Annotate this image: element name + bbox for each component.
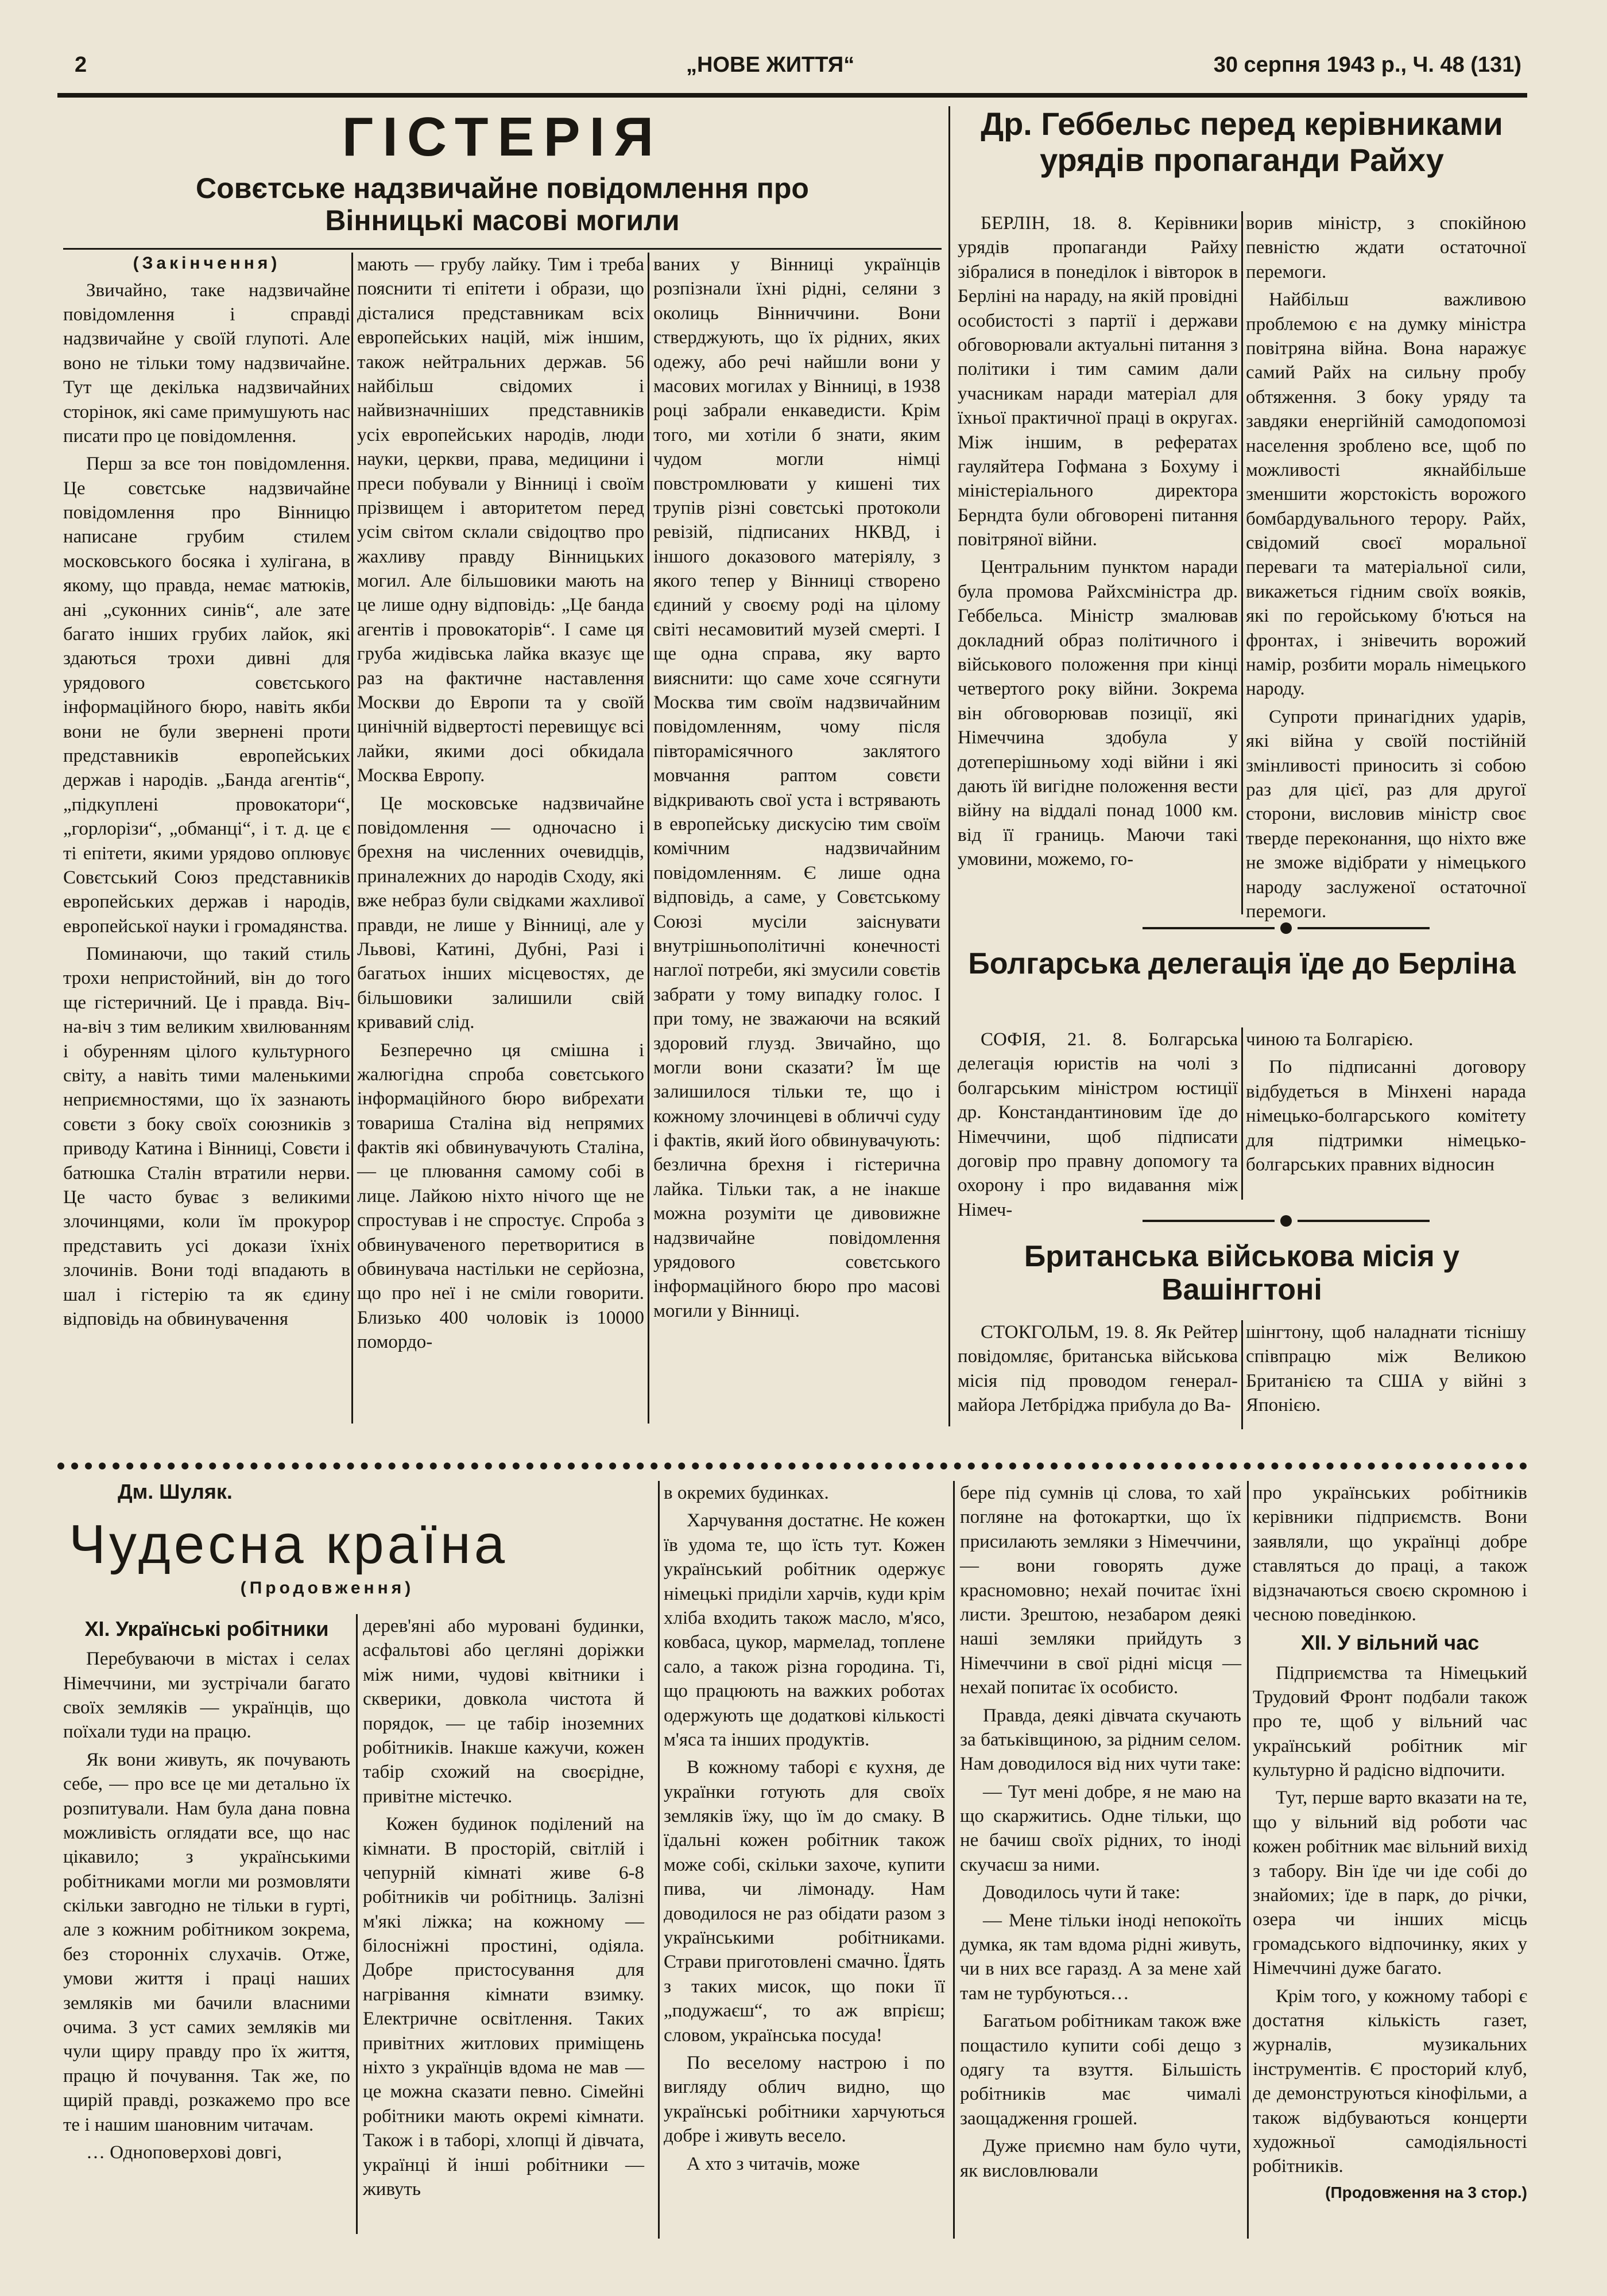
paragraph: Як вони живуть, як почувають себе, — про все це ми детально їх розпитували. Нам була дана повна можливість оглядати все, що нас цікавило; з українськими робітниками могли ми розмовляти скільки завгодно не тільки в гурті, але з кожним робітником зокрема, без сторонніх слухачів. Отже, умови життя і праці наших земляків ми бачили власними очима. З уст самих земляків ми чули щиру правду про їх життя, працю й почування. Так же, по щирій правді, розкажемо про все те і нашим шановним читачам.	[63, 1749, 350, 2135]
britain-column-1	[958, 1320, 1238, 1421]
paragraph: По підписанні договору відбудеться в Мінхені нарада німецько-болгарського комітету для підтримки німецько-болгарських правних відносин	[1246, 1057, 1526, 1175]
paragraph: Підприємства та Німецький Трудовий Фронт подбали також про те, щоб у вільний час український робітник міг культурно й радісно відпочити.	[1253, 1662, 1527, 1781]
goebbels-column-2	[1246, 211, 1526, 927]
column-divider	[356, 1614, 358, 2234]
paragraph: Багатьом робітникам також вже пощастило купити собі дещо з одягу та взуття. Більшість робітників має чималі заощадження грошей.	[960, 2011, 1241, 2129]
hysteria-column-1	[63, 253, 350, 1335]
paragraph: Перебуваючи в містах і селах Німеччини, ми зустрічали багато своїх земляків — українців, що поїхали туди на працю.	[63, 1649, 350, 1743]
paragraph: дерев'яні або муровані будинки, асфальтові або цегляні доріжки між ними, чудові квітники і скверики, довкола чистота й порядок, — це табір іноземних робітників. Інакше кажучи, кожен табір схожий на своєрідне, привітне містечко.	[363, 1616, 644, 1807]
continued-label: (Продовження)	[240, 1578, 415, 1597]
paragraph: В кожному таборі є кухня, де українки готують для своїх земляків їжу, що їм до смаку. В їдальні кожен робітник також може собі, скільки захоче, купити пива, чи лімонаду. Нам доводилося не раз обідати разом з українськими робітниками. Страви приготовлені смачно. Їдять з таких мисок, що поки її „подужаєш“, то аж впрієш; словом, українська посуда!	[664, 1757, 945, 2046]
paragraph: про українських робітників керівники підприємств. Вони заявляли, що українці добре ставляться до праці, а також відзначаються своєю скромною і чесною поведінкою.	[1253, 1483, 1527, 1625]
britain-column-2	[1246, 1320, 1526, 1421]
britain-title: Британська військова місія у Вашінгтоні	[1024, 1240, 1460, 1307]
continued-label: (Закінчення)	[133, 254, 281, 273]
paragraph: … Одноповерхові довгі,	[86, 2142, 282, 2163]
column-divider	[1247, 1481, 1249, 2239]
wonder-title: Чудесна країна	[69, 1514, 509, 1575]
hysteria-column-2	[357, 253, 644, 1358]
wonder-column-1	[63, 1614, 350, 2168]
column-divider	[1241, 211, 1243, 914]
paragraph: СТОКГОЛЬМ, 19. 8. Як Рейтер повідомляє, британська військова місія під проводом генерал-майора Летбріджа прибула до Ва-	[958, 1322, 1238, 1416]
issue-date: 30 серпня 1943 р., Ч. 48 (131)	[1213, 53, 1521, 77]
paragraph: А хто з читачів, може	[687, 2153, 860, 2174]
section-ornament	[1143, 921, 1430, 935]
goebbels-title: Др. Геббельс перед керівниками урядів пропаганди Райху	[981, 106, 1503, 178]
paragraph: Найбільш важливою проблемою є на думку міністра повітряна війна. Вона наражує самий Райх на сильну пробу обтяження. З боку уряду та завдяки енергійній самодопомозі населення зроблено все, щоб по можливості якнайбільше зменшити жорстокість ворожого бомбардувального терору. Райх, свідомий своєї моральної переваги та матеріальної сили, викажеться гідним своїх вояків, які по геройському б'ються на фронтах, і знівечить ворожий намір, розбити мораль німецького народу.	[1246, 289, 1526, 700]
page-number: 2	[75, 53, 87, 77]
wonder-column-3	[664, 1481, 945, 2179]
paragraph: По веселому настрою і по вигляду облич видно, що українські робітники харчуються добре і живуть весело.	[664, 2052, 945, 2147]
newspaper-name: „НОВЕ ЖИТТЯ“	[686, 53, 855, 77]
dotted-separator	[57, 1463, 1527, 1469]
bulgaria-column-2	[1246, 1027, 1526, 1180]
paragraph: в окремих будинках.	[664, 1483, 829, 1503]
column-divider	[648, 253, 649, 1424]
paragraph: мають — грубу лайку. Тим і треба пояснити ті епітети і образи, що дісталися представникам всіх европейських націй, між іншим, також нейтральних держав. 56 найбільш свідомих і найвизначніших представників усіх европейських народів, люди науки, церкви, права, медицини і преси побували у Вінниці і своїм прізвищем і авторитетом перед усім світом склали свідоцтво про жахливу правду Вінницьких могил. Але більшовики мають на це лише одну відповідь: „Це банда агентів і провокаторів“. І саме ця груба жидівська лайка вказує ще раз на фактичне наставлення Москви до Европи та у своїй цинічній відвертості перевищує всі лайки, якими досі обкидала Москва Европу.	[357, 254, 644, 786]
paragraph: Кожен будинок поділений на кімнати. В просторій, світлій і чепурній кімнаті живе 6-8 робітників чи робітниць. Залізні м'які ліжка; на кожному — білосніжні простині, одіяла. Добре пристосування для нагрівання кімнати взимку. Електричне освітлення. Таких привітних житлових приміщень ніхто з українців вдома не мав — це можна сказати певно. Сімейні робітники мають окремі кімнати. Також і в таборі, хлопці й дівчата, українці й інші робітники — живуть	[363, 1814, 644, 2200]
paragraph: СОФІЯ, 21. 8. Болгарська делегація юристів на чолі з болгарським міністром юстиції др. Констандантиновим їде до Німеччини, щоб підписати договір про правну допомогу та охорону і про видавання між Німеч-	[958, 1029, 1238, 1220]
hysteria-rule	[63, 248, 942, 250]
author: Дм. Шуляк.	[118, 1480, 233, 1503]
paragraph: Поминаючи, що такий стиль трохи непристойний, він до того ще гістеричний. Це і правда. Віч-на-віч з тим великим хвилюванням і обуренням цілого культурного світу, а навіть тими маленькими неприємностями, що їх зазнають совєти з боку своїх союзників з приводу Катина і Вінниці, Совєти і батюшка Сталін втратили нерви. Це часто буває з великими злочинцями, коли їм прокурор представить усі докази їхніх злочинів. Вони тоді впадають в шал і гістерію та як єдину відповідь на обвинувачення	[63, 944, 350, 1329]
paragraph: Супроти принагідних ударів, які війна у своїй постійній змінливості приносить зі собою раз для цієї, раз для другої сторони, висловив міністр своє тверде переконання, що ніхто вже не зможе відібрати у німецького народу заслуженої остаточної перемоги.	[1246, 706, 1526, 922]
bulgaria-column-1	[958, 1027, 1238, 1225]
column-divider	[1241, 1027, 1243, 1200]
paragraph: Тут, перше варто вказати на те, що у вільний від роботи час кожен робітник має вільний вихід з табору. Він їде чи іде собі до знайомих; їде в парк, до річки, озера чи інших місць громадського відпочинку, яких у Німеччині дуже багато.	[1253, 1787, 1527, 1979]
hysteria-column-3	[653, 253, 940, 1327]
column-divider	[953, 1481, 955, 2239]
paragraph: ворив міністр, з спокійною певністю ждати остаточної перемоги.	[1246, 213, 1526, 282]
paragraph: БЕРЛІН, 18. 8. Керівники урядів пропаганди Райху зібралися в понеділок і вівторок в Берліні на нараду, на якій провідні особистості з партії і держави обговорювали актуальні питання з політики і тим самим дали учасникам наради матеріал для їхньої практичної праці в округах. Між іншим, в рефератах гауляйтера Гофмана з Бохуму і міністеріального директора Берндта були обговорені питання повітряної війни.	[958, 213, 1238, 550]
bulgaria-title: Болгарська делегація їде до Берліна	[968, 947, 1516, 980]
paragraph: Дуже приємно нам було чути, як висловлювали	[960, 2136, 1241, 2181]
paragraph: ваних у Вінниці українців розпізнали їхні рідні, селяни з околиць Вінниччини. Вони стверджують, що їх рідних, яких одежу, або речі найшли вони у масових могилах у Вінниці, в 1938 році забрали енкаведисти. Крім того, ми хотіли б знати, яким чудом могли німці повстромлювати у кишені тих трупів різні совєтські протоколи ревізій, підписаних НКВД, і іншого доказового матеріялу, з якого тепер у Вінниці створено єдиний у своєму роді на цілому світі несамовитий музей смерті. І ще одна справа, яку варто вияснити: що саме хоче ссягнути Москва тим своїм надзвичайним повідомленням, чому після півторамісячного заклятого мовчання раптом совєти відкривають свої уста і встрявають в европейську дискусію тим своїм комічним надзвичайним повідомленням. Є лише одна відповідь, а саме, у Совєтському Союзі мусіли заіснувати внутрішньополітичні конечності наглої потреби, які змусили совєтів забрати у тому випадку голос. І при тому, не зважаючи на всякий здоровий глузд. Звичайно, що могли вони сказати? Їм ще залишилося тільки те, що і кожному злочинцеві в обличчі суду і фактів, який його обвинувачують: безлична брехня і гістерична лайка. Тільки так, а не інакше можна розуміти це дивовижне надзвичайне повідомлення урядового совєтського інформаційного бюро про масові могили у Вінниці.	[653, 254, 940, 1321]
masthead	[63, 47, 1521, 93]
wonder-column-2	[363, 1614, 644, 2205]
paragraph: Безперечно ця смішна і жалюгідна спроба совєтського інформаційного бюро вибрехати товариша Сталіна від непрямих фактів які обвинувачують Сталіна, — це плювання самому собі в лице. Лайкою ніхто нічого ще не спростував і не спростує. Спроба з обвинуваченого перетворитися в обвинувача настільки не серйозна, що про неї і не сміли говорити. Близько 400 чоловік із 10000 помордо-	[357, 1040, 644, 1353]
paragraph: Харчування достатнє. Не кожен їв удома те, що їсть тут. Кожен український робітник одержує німецькі приділи харчів, куди крім хліба входить також масло, м'ясо, ковбаса, цукор, мармелад, топлене сало, а також різна городина. Ті, що працюють на важких роботах одержують ще додаткові кількості м'яса та інших продуктів.	[664, 1510, 945, 1750]
paragraph: шінгтону, щоб наладнати тіснішу співпрацю між Великою Британією та США у війні з Японією.	[1246, 1322, 1526, 1416]
wonder-column-5	[1253, 1481, 1527, 2203]
paragraph: чиною та Болгарією.	[1246, 1029, 1414, 1050]
paragraph: Доводилось чути й таке:	[983, 1882, 1180, 1903]
column-divider	[351, 253, 353, 1424]
goebbels-column-1	[958, 211, 1238, 875]
paragraph: — Мене тільки іноді непокоїть думка, як там вдома рідні живуть, чи в них все гаразд. А за мене хай там не турбуються…	[960, 1910, 1241, 2004]
wonder-column-4	[960, 1481, 1241, 2186]
paragraph: Крім того, у кожному таборі є достатня кількість газет, журналів, музикальних інструментів. Є просторий клуб, де демонструються кінофільми, а також відбуваються концерти художньої самодіяльності робітників.	[1253, 1985, 1527, 2177]
column-divider	[658, 1481, 660, 2239]
hysteria-title: ГІСТЕРІЯ	[342, 106, 663, 168]
wonder-header	[69, 1480, 643, 1598]
paragraph: Перш за все тон повідомлення. Це совєтське надзвичайне повідомлення про Вінницю написане грубим стилем московського босяка і хулігана, в якому, що правда, немає матюків, ані „суконних синів“, але зате багато інших грубих лайок, які здаються трохи дивні для урядового совєтського інформаційного бюро, навіть якби вони не були звернені проти представників европейських держав і народів. „Банда агентів“, „підкуплені провокатори“, „горлорізи“, „обманці“, і т. д. це є ті епітети, якими урядово оплювує Совєтський Союз представників европейських держав і народів, европейської науки і громадянства.	[63, 453, 350, 937]
section-heading-12: XII. У вільний час	[1300, 1631, 1480, 1655]
column-divider	[1241, 1320, 1243, 1429]
section-ornament	[1143, 1214, 1430, 1228]
paragraph: — Тут мені добре, я не маю на що скаржитись. Одне тільки, що не бачиш своїх рідних, то іноді скучаєш за ними.	[960, 1781, 1241, 1875]
paragraph: Правда, деякі дівчата скучають за батьківщиною, за рідним селом. Нам доводилося від них чути таке:	[960, 1705, 1241, 1775]
masthead-rule	[57, 93, 1527, 98]
continued-on-label: (Продовження на 3 стор.)	[1325, 2183, 1527, 2201]
paragraph: бере під сумнів ці слова, то хай погляне на фотокартки, що їх присилають земляки з Німеччини, — вони говорять дуже красномовно; нехай почитає їхні листи. Зрештою, незабаром деякі наші земляки прийдуть з Німеччини в свої рідні місця — нехай попитає їх особисто.	[960, 1483, 1241, 1698]
paragraph: Звичайно, таке надзвичайне повідомлення і справді надзвичайне у своїй глупоті. Але воно не тільки тому надзвичайне. Тут ще декілька надзвичайних сторінок, які саме примушують нас писати про це повідомлення.	[63, 280, 350, 447]
page-column-divider	[948, 106, 950, 1426]
hysteria-subtitle: Совєтське надзвичайне повідомлення про Вінницькі масові могили	[196, 172, 809, 236]
section-heading-11: XI. Українські робітники	[84, 1617, 329, 1640]
paragraph: Центральним пунктом наради була промова Райхсміністра др. Геббельса. Міністр змалював докладний образ політичного і військового положення при кінці четвертого року війни. Зокрема він обговорював позиції, які Німеччина здобула у дотеперішньому ході війни і які дають їй вигідне положення вести війну на віддалі понад 1000 км. від її границь. Маючи такі умовини, можемо, го-	[958, 557, 1238, 870]
paragraph: Це московське надзвичайне повідомлення — одночасно і брехня на численних очевидців, приналежних до народів Сходу, які вже небраз були свідками жахливої правди, не лише у Вінниці, але у Львові, Катині, Дубні, Разі і багатьох інших місцевостях, де більшовики залишили свій кривавий слід.	[357, 793, 644, 1033]
